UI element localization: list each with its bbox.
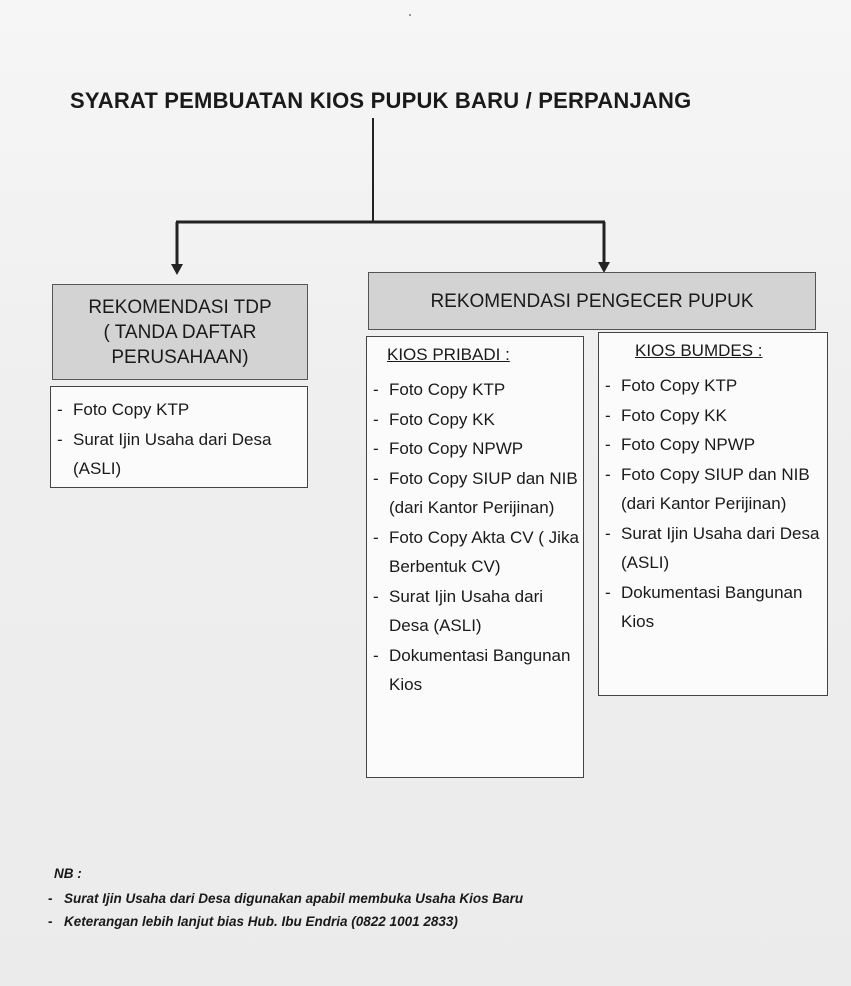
tdp-requirements-list: [51, 395, 307, 484]
kios-bumdes-title: KIOS BUMDES :: [635, 341, 763, 360]
page-title: SYARAT PEMBUATAN KIOS PUPUK BARU / PERPANJANG: [70, 88, 692, 113]
kios-pribadi-list: [367, 375, 583, 700]
list-item: - Foto Copy SIUP dan NIB (dari Kantor Perijinan): [367, 464, 583, 523]
footnote-list: [48, 889, 648, 931]
list-item: - Foto Copy KTP: [599, 371, 827, 401]
list-item: - Dokumentasi Bangunan Kios: [367, 641, 583, 700]
list-item: - Foto Copy KTP: [51, 395, 307, 425]
pengecer-header-label: REKOMENDASI PENGECER PUPUK: [430, 290, 754, 312]
footnote-item: - Keterangan lebih lanjut bias Hub. Ibu Endria (0822 1001 2833): [48, 912, 648, 931]
list-item: - Surat Ijin Usaha dari Desa (ASLI): [599, 519, 827, 578]
footnote: [48, 864, 648, 935]
list-item: - Foto Copy KTP: [367, 375, 583, 405]
list-item: - Dokumentasi Bangunan Kios: [599, 578, 827, 637]
kios-bumdes-list: [599, 371, 827, 637]
list-item: - Foto Copy KK: [599, 401, 827, 431]
tdp-header-line: REKOMENDASI TDP: [88, 296, 272, 318]
list-item: - Surat Ijin Usaha dari Desa (ASLI): [51, 425, 307, 484]
kios-pribadi-title: KIOS PRIBADI :: [387, 345, 510, 364]
tdp-header-box: [52, 284, 308, 380]
list-item: - Foto Copy Akta CV ( Jika Berbentuk CV): [367, 523, 583, 582]
pengecer-header-box: [368, 272, 816, 330]
footnote-item: - Surat Ijin Usaha dari Desa digunakan apabil membuka Usaha Kios Baru: [48, 889, 534, 908]
list-item: - Foto Copy KK: [367, 405, 583, 435]
kios-pribadi-box: [366, 336, 584, 778]
tdp-header-line: ( TANDA DAFTAR: [103, 321, 257, 343]
list-item: - Foto Copy SIUP dan NIB (dari Kantor Perijinan): [599, 460, 827, 519]
tdp-requirements-box: [50, 386, 308, 488]
list-item: - Surat Ijin Usaha dari Desa (ASLI): [367, 582, 583, 641]
tdp-header-line: PERUSAHAAN): [111, 346, 249, 368]
kios-bumdes-box: [598, 332, 828, 696]
arrow-left-head: [171, 264, 183, 275]
list-item: - Foto Copy NPWP: [599, 430, 827, 460]
footnote-label: NB :: [54, 866, 82, 881]
list-item: - Foto Copy NPWP: [367, 434, 583, 464]
